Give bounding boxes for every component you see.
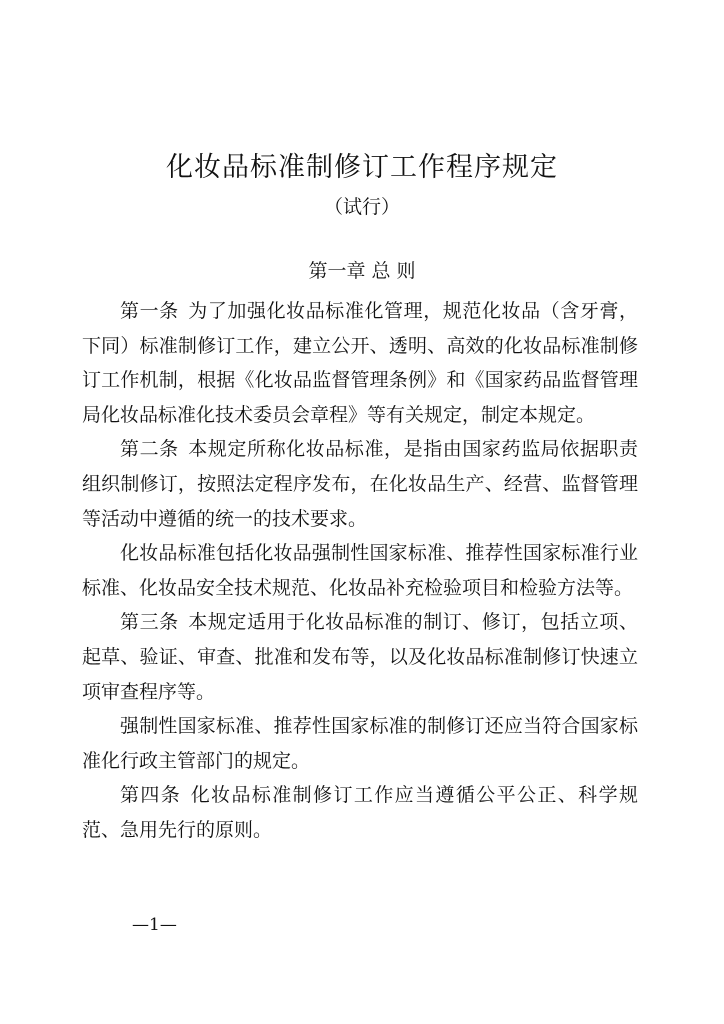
- document-title: 化妆品标准制修订工作程序规定: [166, 152, 558, 183]
- paragraph-text: 为了加强化妆品标准化管理，规范化妆品（含牙膏，下同）标准制修订工作，建立公开、透明、高效的化妆品标准制修订工作机制，根据《化妆品监督管理条例》和《国家药品监督管理局化妆品标准化技术委员会章程》等有关规定，制定本规定。: [82, 300, 638, 426]
- paragraph-text: 化妆品标准包括化妆品强制性国家标准、推荐性国家标准行业标准、化妆品安全技术规范、化妆品补充检验项目和检验方法等。: [82, 542, 638, 599]
- page-number: —1—: [132, 915, 177, 935]
- article-label: 第一条: [120, 300, 179, 322]
- article-label: 第二条: [120, 438, 179, 461]
- paragraph-text: 本规定所称化妆品标准，是指由国家药监局依据职责组织制修订，按照法定程序发布，在化妆品生产、经营、监督管理等活动中遵循的统一的技术要求。: [82, 438, 638, 530]
- chapter-heading: 第一章 总 则: [308, 260, 416, 282]
- paragraph-standards-scope: [82, 536, 638, 605]
- paragraph-text: 强制性国家标准、推荐性国家标准的制修订还应当符合国家标准化行政主管部门的规定。: [82, 715, 638, 772]
- paragraph-article-3: [82, 605, 638, 709]
- paragraph-text: 化妆品标准制修订工作应当遵循公平公正、科学规范、急用先行的原则。: [82, 784, 638, 841]
- paragraph-article-2: [82, 432, 638, 536]
- document-subtitle: （试行）: [323, 196, 400, 218]
- document-body: [82, 294, 638, 848]
- paragraph-national-standards: [82, 709, 638, 778]
- paragraph-article-4: [82, 778, 638, 847]
- article-label: 第三条: [120, 611, 179, 634]
- paragraph-text: 本规定适用于化妆品标准的制订、修订，包括立项、起草、验证、审查、批准和发布等，以及化妆品标准制修订快速立项审查程序等。: [82, 611, 638, 703]
- paragraph-article-1: [82, 294, 638, 432]
- article-label: 第四条: [120, 784, 182, 807]
